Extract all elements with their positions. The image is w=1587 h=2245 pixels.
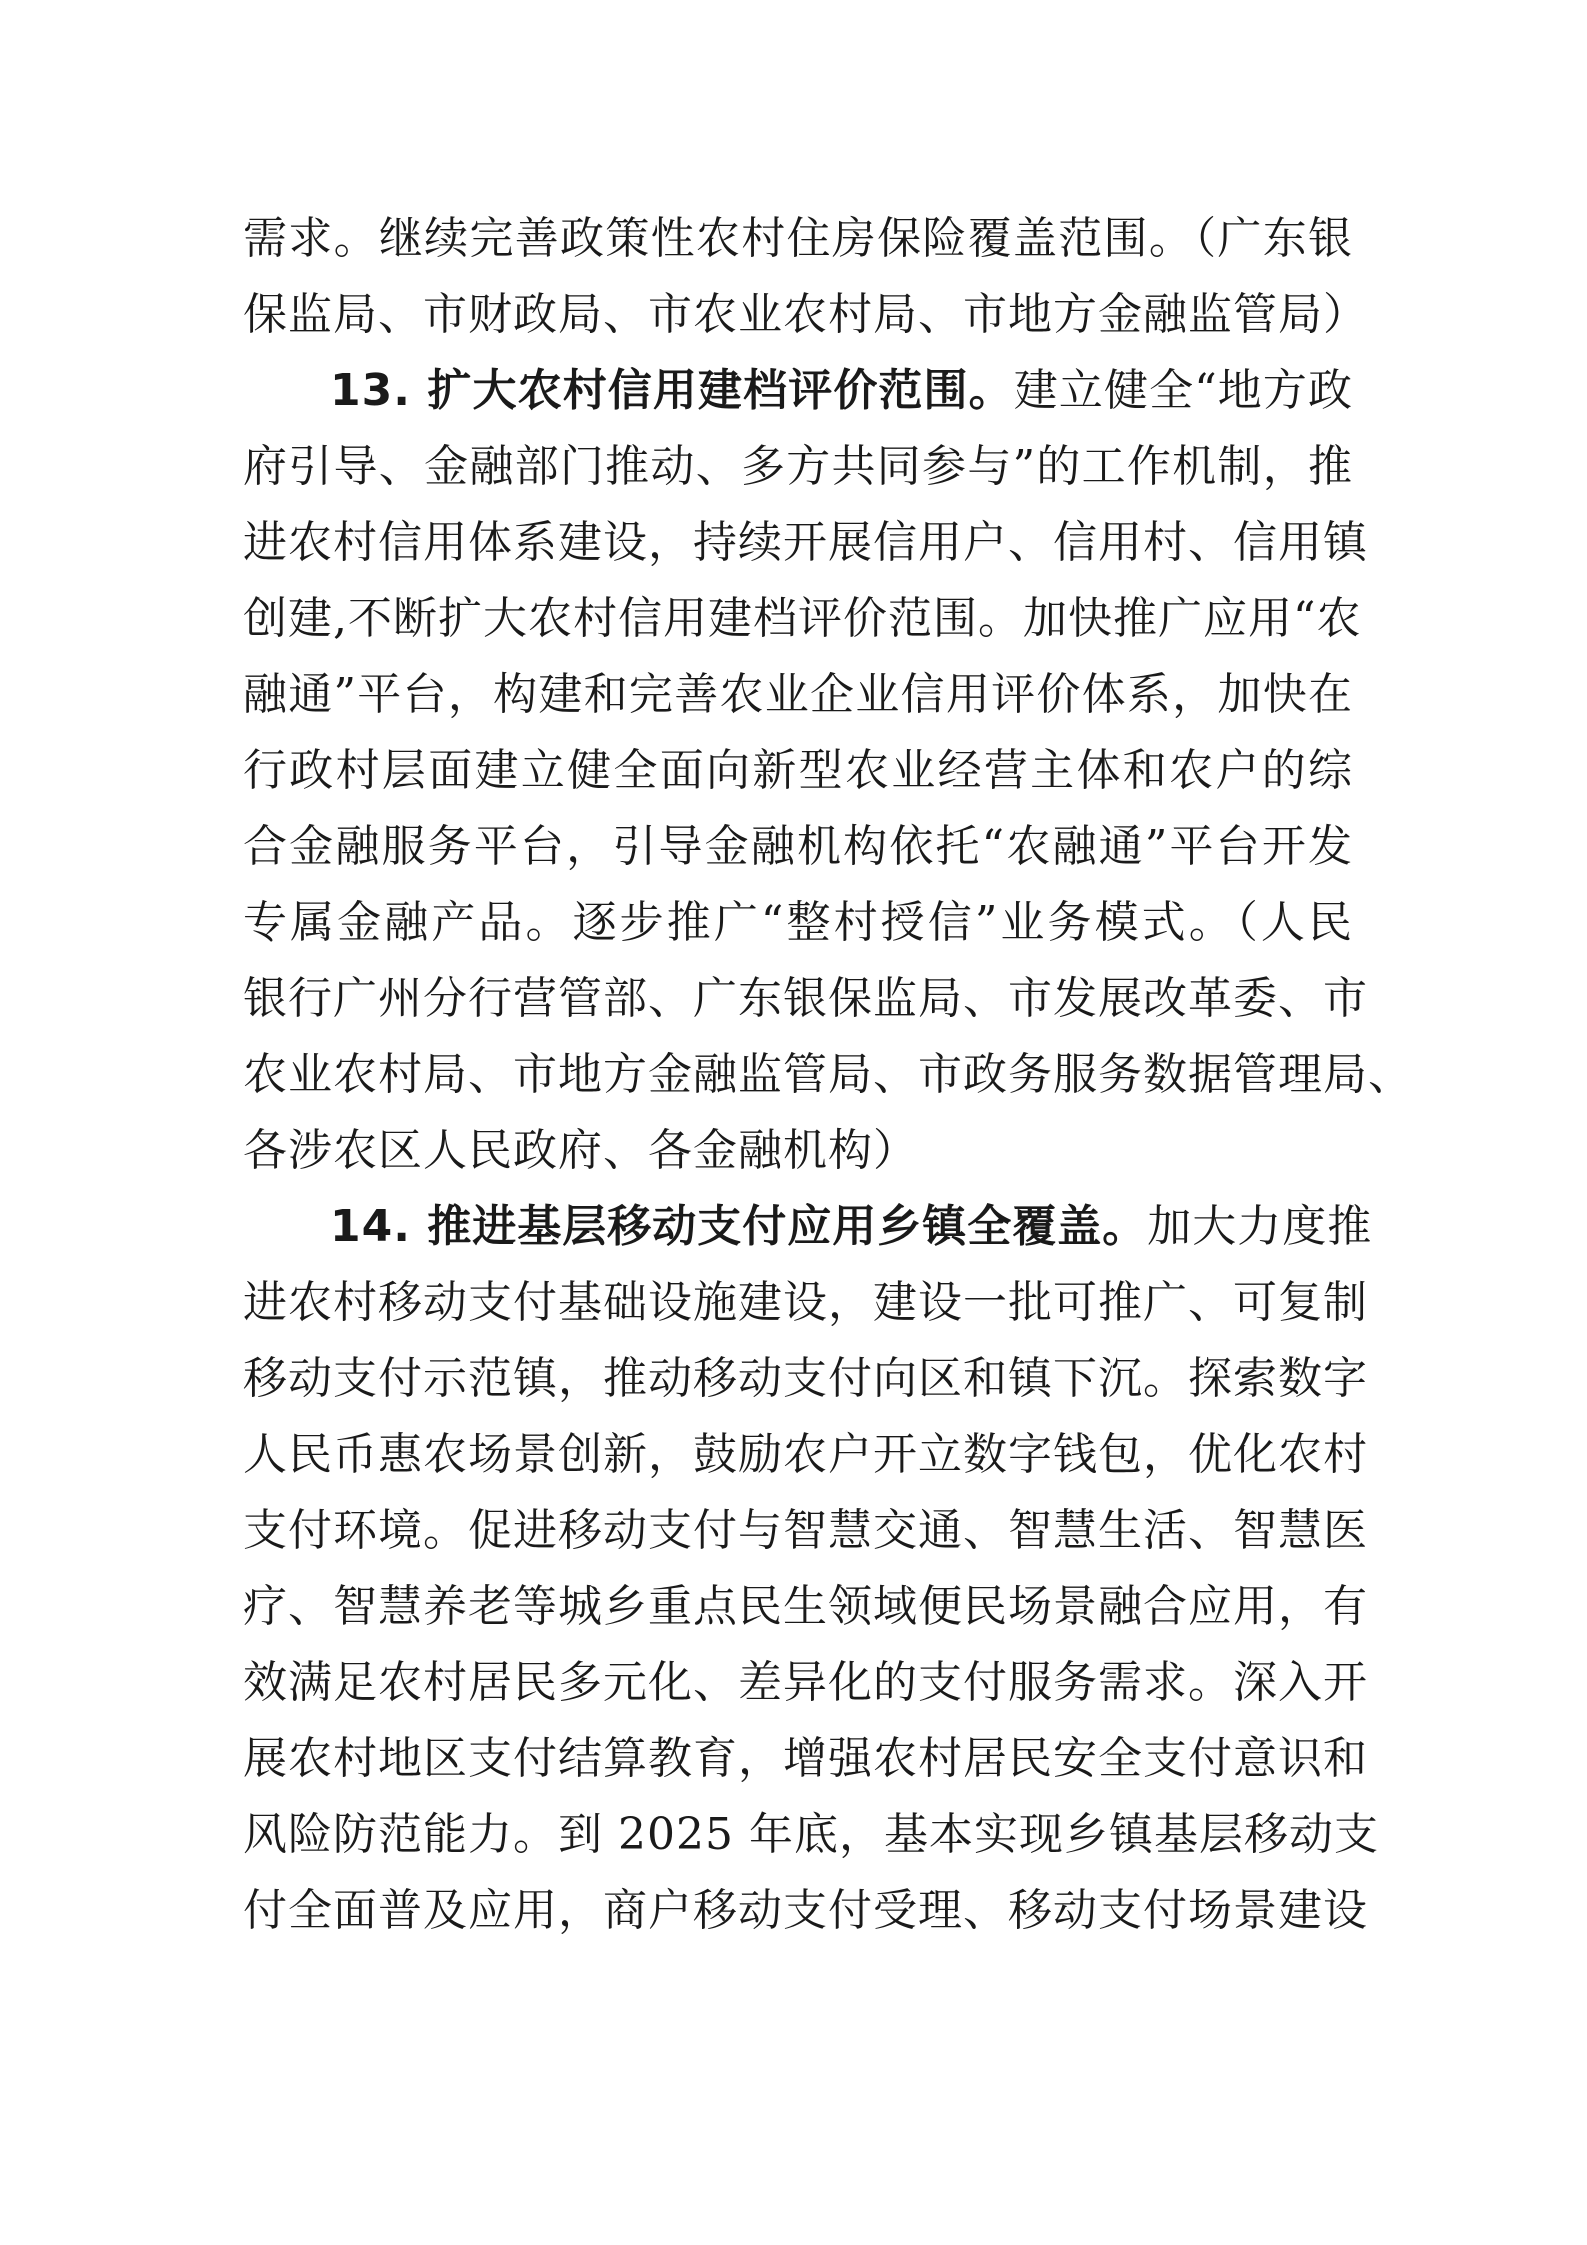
body-line: 保监局、市财政局、市农业农村局、市地方金融监管局） (243, 289, 1368, 340)
body-line: 展农村地区支付结算教育，增强农村居民安全支付意识和 (243, 1733, 1368, 1784)
body-line: 行政村层面建立健全面向新型农业经营主体和农户的综 (243, 745, 1353, 796)
body-line: 创建,不断扩大农村信用建档评价范围。加快推广应用“农 (243, 593, 1362, 644)
item-13-text: 建立健全“地方政 (1013, 365, 1354, 416)
body-line: 融通”平台，构建和完善农业企业信用评价体系，加快在 (243, 669, 1353, 720)
body-line: 农业农村局、市地方金融监管局、市政务服务数据管理局、 (243, 1049, 1413, 1100)
body-line: 需求。继续完善政策性农村住房保险覆盖范围。（广东银 (243, 213, 1353, 264)
body-line: 人民币惠农场景创新，鼓励农户开立数字钱包，优化农村 (243, 1429, 1368, 1480)
body-line: 各涉农区人民政府、各金融机构） (243, 1125, 918, 1176)
body-line: 进农村移动支付基础设施建设，建设一批可推广、可复制 (243, 1277, 1368, 1328)
item-14-heading: 14. 推进基层移动支付应用乡镇全覆盖。 (330, 1201, 1148, 1252)
item-14-text: 加大力度推 (1147, 1201, 1373, 1252)
body-line: 银行广州分行营管部、广东银保监局、市发展改革委、市 (243, 973, 1368, 1024)
body-line: 效满足农村居民多元化、差异化的支付服务需求。深入开 (243, 1657, 1368, 1708)
body-line: 进农村信用体系建设，持续开展信用户、信用村、信用镇 (243, 517, 1368, 568)
item-13-paragraph-start (330, 353, 1353, 429)
body-line: 专属金融产品。逐步推广“整村授信”业务模式。（人民 (243, 897, 1353, 948)
item-13-heading: 13. 扩大农村信用建档评价范围。 (330, 365, 1014, 416)
body-line: 支付环境。促进移动支付与智慧交通、智慧生活、智慧医 (243, 1505, 1368, 1556)
body-line: 付全面普及应用，商户移动支付受理、移动支付场景建设 (243, 1885, 1368, 1936)
item-14-paragraph-start (330, 1189, 1373, 1265)
body-line: 府引导、金融部门推动、多方共同参与”的工作机制，推 (243, 441, 1353, 492)
body-line: 合金融服务平台，引导金融机构依托“农融通”平台开发 (243, 821, 1353, 872)
body-line: 疗、智慧养老等城乡重点民生领域便民场景融合应用，有 (243, 1581, 1368, 1632)
body-line: 移动支付示范镇，推动移动支付向区和镇下沉。探索数字 (243, 1353, 1368, 1404)
body-line: 风险防范能力。到 2025 年底，基本实现乡镇基层移动支 (243, 1809, 1379, 1860)
